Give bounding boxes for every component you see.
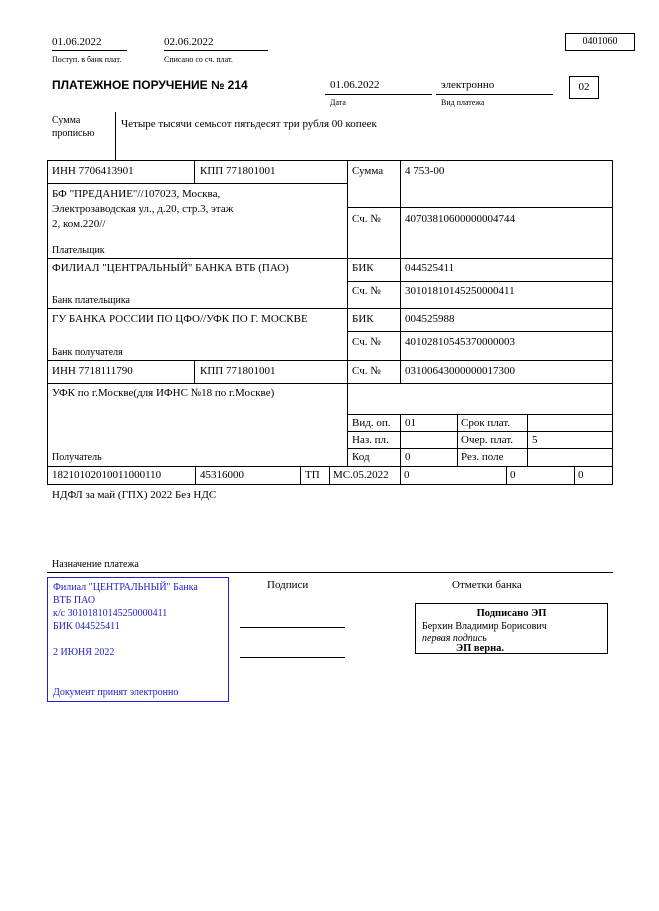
- written-off-label: Списано со сч. плат.: [164, 55, 233, 64]
- received-date-label: Поступ. в банк плат.: [52, 55, 122, 64]
- payer-account: 40703810600000004744: [405, 213, 515, 225]
- tax-field-3: 0: [578, 469, 584, 481]
- order-label: Очер. плат.: [461, 434, 514, 446]
- payment-kind: электронно: [441, 79, 495, 91]
- payer-bank-bik: 044525411: [405, 262, 455, 274]
- purpose-underline: [47, 572, 613, 573]
- reserve-field-label: Рез. поле: [461, 451, 504, 463]
- payer-bank-bik-label: БИК: [352, 262, 374, 274]
- signature-marks-box: [415, 603, 608, 654]
- stamp-line-2: ВТБ ПАО: [53, 595, 96, 606]
- signatures-label: Подписи: [267, 579, 309, 591]
- payee-bank-bik-label: БИК: [352, 313, 374, 325]
- payee-account: 03100643000000017300: [405, 365, 515, 377]
- payment-kind-underline: [436, 94, 553, 95]
- sum-value: 4 753-00: [405, 165, 445, 177]
- amount-words-divider: [115, 112, 116, 160]
- stamp-line-5: 2 ИЮНЯ 2022: [53, 647, 115, 658]
- doc-date: 01.06.2022: [330, 79, 380, 91]
- payee-bank-account: 40102810545370000003: [405, 336, 515, 348]
- payer-name-line-2: Электрозаводская ул., д.20, стр.3, этаж: [52, 203, 234, 215]
- sum-label: Сумма: [352, 165, 384, 177]
- signature-role: первая подпись: [422, 633, 487, 644]
- purpose-text: НДФЛ за май (ГПХ) 2022 Без НДС: [52, 489, 217, 501]
- document-title: ПЛАТЕЖНОЕ ПОРУЧЕНИЕ № 214: [52, 78, 248, 92]
- tax-field-2: 0: [510, 469, 516, 481]
- payer-bank-account-label: Сч. №: [352, 285, 381, 297]
- payee-inn: ИНН 7718111790: [52, 365, 133, 377]
- signer-name: Берхин Владимир Борисович: [422, 621, 547, 632]
- payer-bank-account: 30101810145250000411: [405, 285, 515, 297]
- oktmo-value: 45316000: [200, 469, 244, 481]
- amount-in-words: Четыре тысячи семьсот пятьдесят три рубля 00 копеек: [121, 118, 377, 130]
- signed-ep-title: Подписано ЭП: [476, 608, 547, 619]
- bank-stamp-box: [47, 577, 229, 702]
- payee-bank-label: Банк получателя: [52, 347, 123, 358]
- purpose-label: Назначение платежа: [52, 559, 139, 570]
- payer-kpp: КПП 771801001: [200, 165, 276, 177]
- amount-words-label-1: Сумма: [52, 115, 81, 126]
- written-off-underline: [164, 50, 268, 51]
- written-off-date: 02.06.2022: [164, 36, 214, 48]
- form-code-box: 0401060: [565, 33, 635, 51]
- code-label: Код: [352, 451, 370, 463]
- op-type-value: 01: [405, 417, 416, 429]
- amount-words-label-2: прописью: [52, 128, 95, 139]
- payee-account-label: Сч. №: [352, 365, 381, 377]
- payer-name-line-3: 2, ком.220//: [52, 218, 106, 230]
- status-code-box: 02: [569, 76, 599, 99]
- ep-valid-text: ЭП верна.: [456, 643, 505, 654]
- due-date-label: Срок плат.: [461, 417, 511, 429]
- signature-line-1: [240, 627, 345, 628]
- payment-kind-label: Вид платежа: [441, 98, 485, 107]
- received-date-underline: [52, 50, 127, 51]
- stamp-line-4: БИК 044525411: [53, 621, 120, 632]
- signature-line-2: [240, 657, 345, 658]
- payer-bank-name: ФИЛИАЛ "ЦЕНТРАЛЬНЫЙ" БАНКА ВТБ (ПАО): [52, 262, 289, 274]
- payer-account-label: Сч. №: [352, 213, 381, 225]
- payer-label: Плательщик: [52, 245, 105, 256]
- doc-date-underline: [325, 94, 432, 95]
- payee-kpp: КПП 771801001: [200, 365, 276, 377]
- tax-field-1: 0: [404, 469, 410, 481]
- payer-bank-label: Банк плательщика: [52, 295, 130, 306]
- payee-name: УФК по г.Москве(для ИФНС №18 по г.Москве): [52, 387, 275, 399]
- payee-bank-bik: 004525988: [405, 313, 455, 325]
- stamp-line-6: Документ принят электронно: [53, 687, 179, 698]
- payee-bank-name: ГУ БАНКА РОССИИ ПО ЦФО//УФК ПО Г. МОСКВЕ: [52, 313, 308, 325]
- received-date: 01.06.2022: [52, 36, 102, 48]
- doc-date-label: Дата: [330, 98, 346, 107]
- basis-value: ТП: [305, 469, 320, 481]
- purpose-code-label: Наз. пл.: [352, 434, 389, 446]
- order-value: 5: [532, 434, 538, 446]
- payee-label: Получатель: [52, 452, 102, 463]
- code-value: 0: [405, 451, 411, 463]
- payer-inn: ИНН 7706413901: [52, 165, 134, 177]
- payer-name-line-1: БФ "ПРЕДАНИЕ"//107023, Москва,: [52, 188, 221, 200]
- bank-marks-label: Отметки банка: [452, 579, 522, 591]
- period-value: МС.05.2022: [333, 469, 389, 481]
- stamp-line-1: Филиал "ЦЕНТРАЛЬНЫЙ" Банка: [53, 582, 198, 593]
- payee-bank-account-label: Сч. №: [352, 336, 381, 348]
- kbk-value: 18210102010011000110: [52, 469, 162, 481]
- stamp-line-3: к/с 30101810145250000411: [53, 608, 168, 619]
- op-type-label: Вид. оп.: [352, 417, 391, 429]
